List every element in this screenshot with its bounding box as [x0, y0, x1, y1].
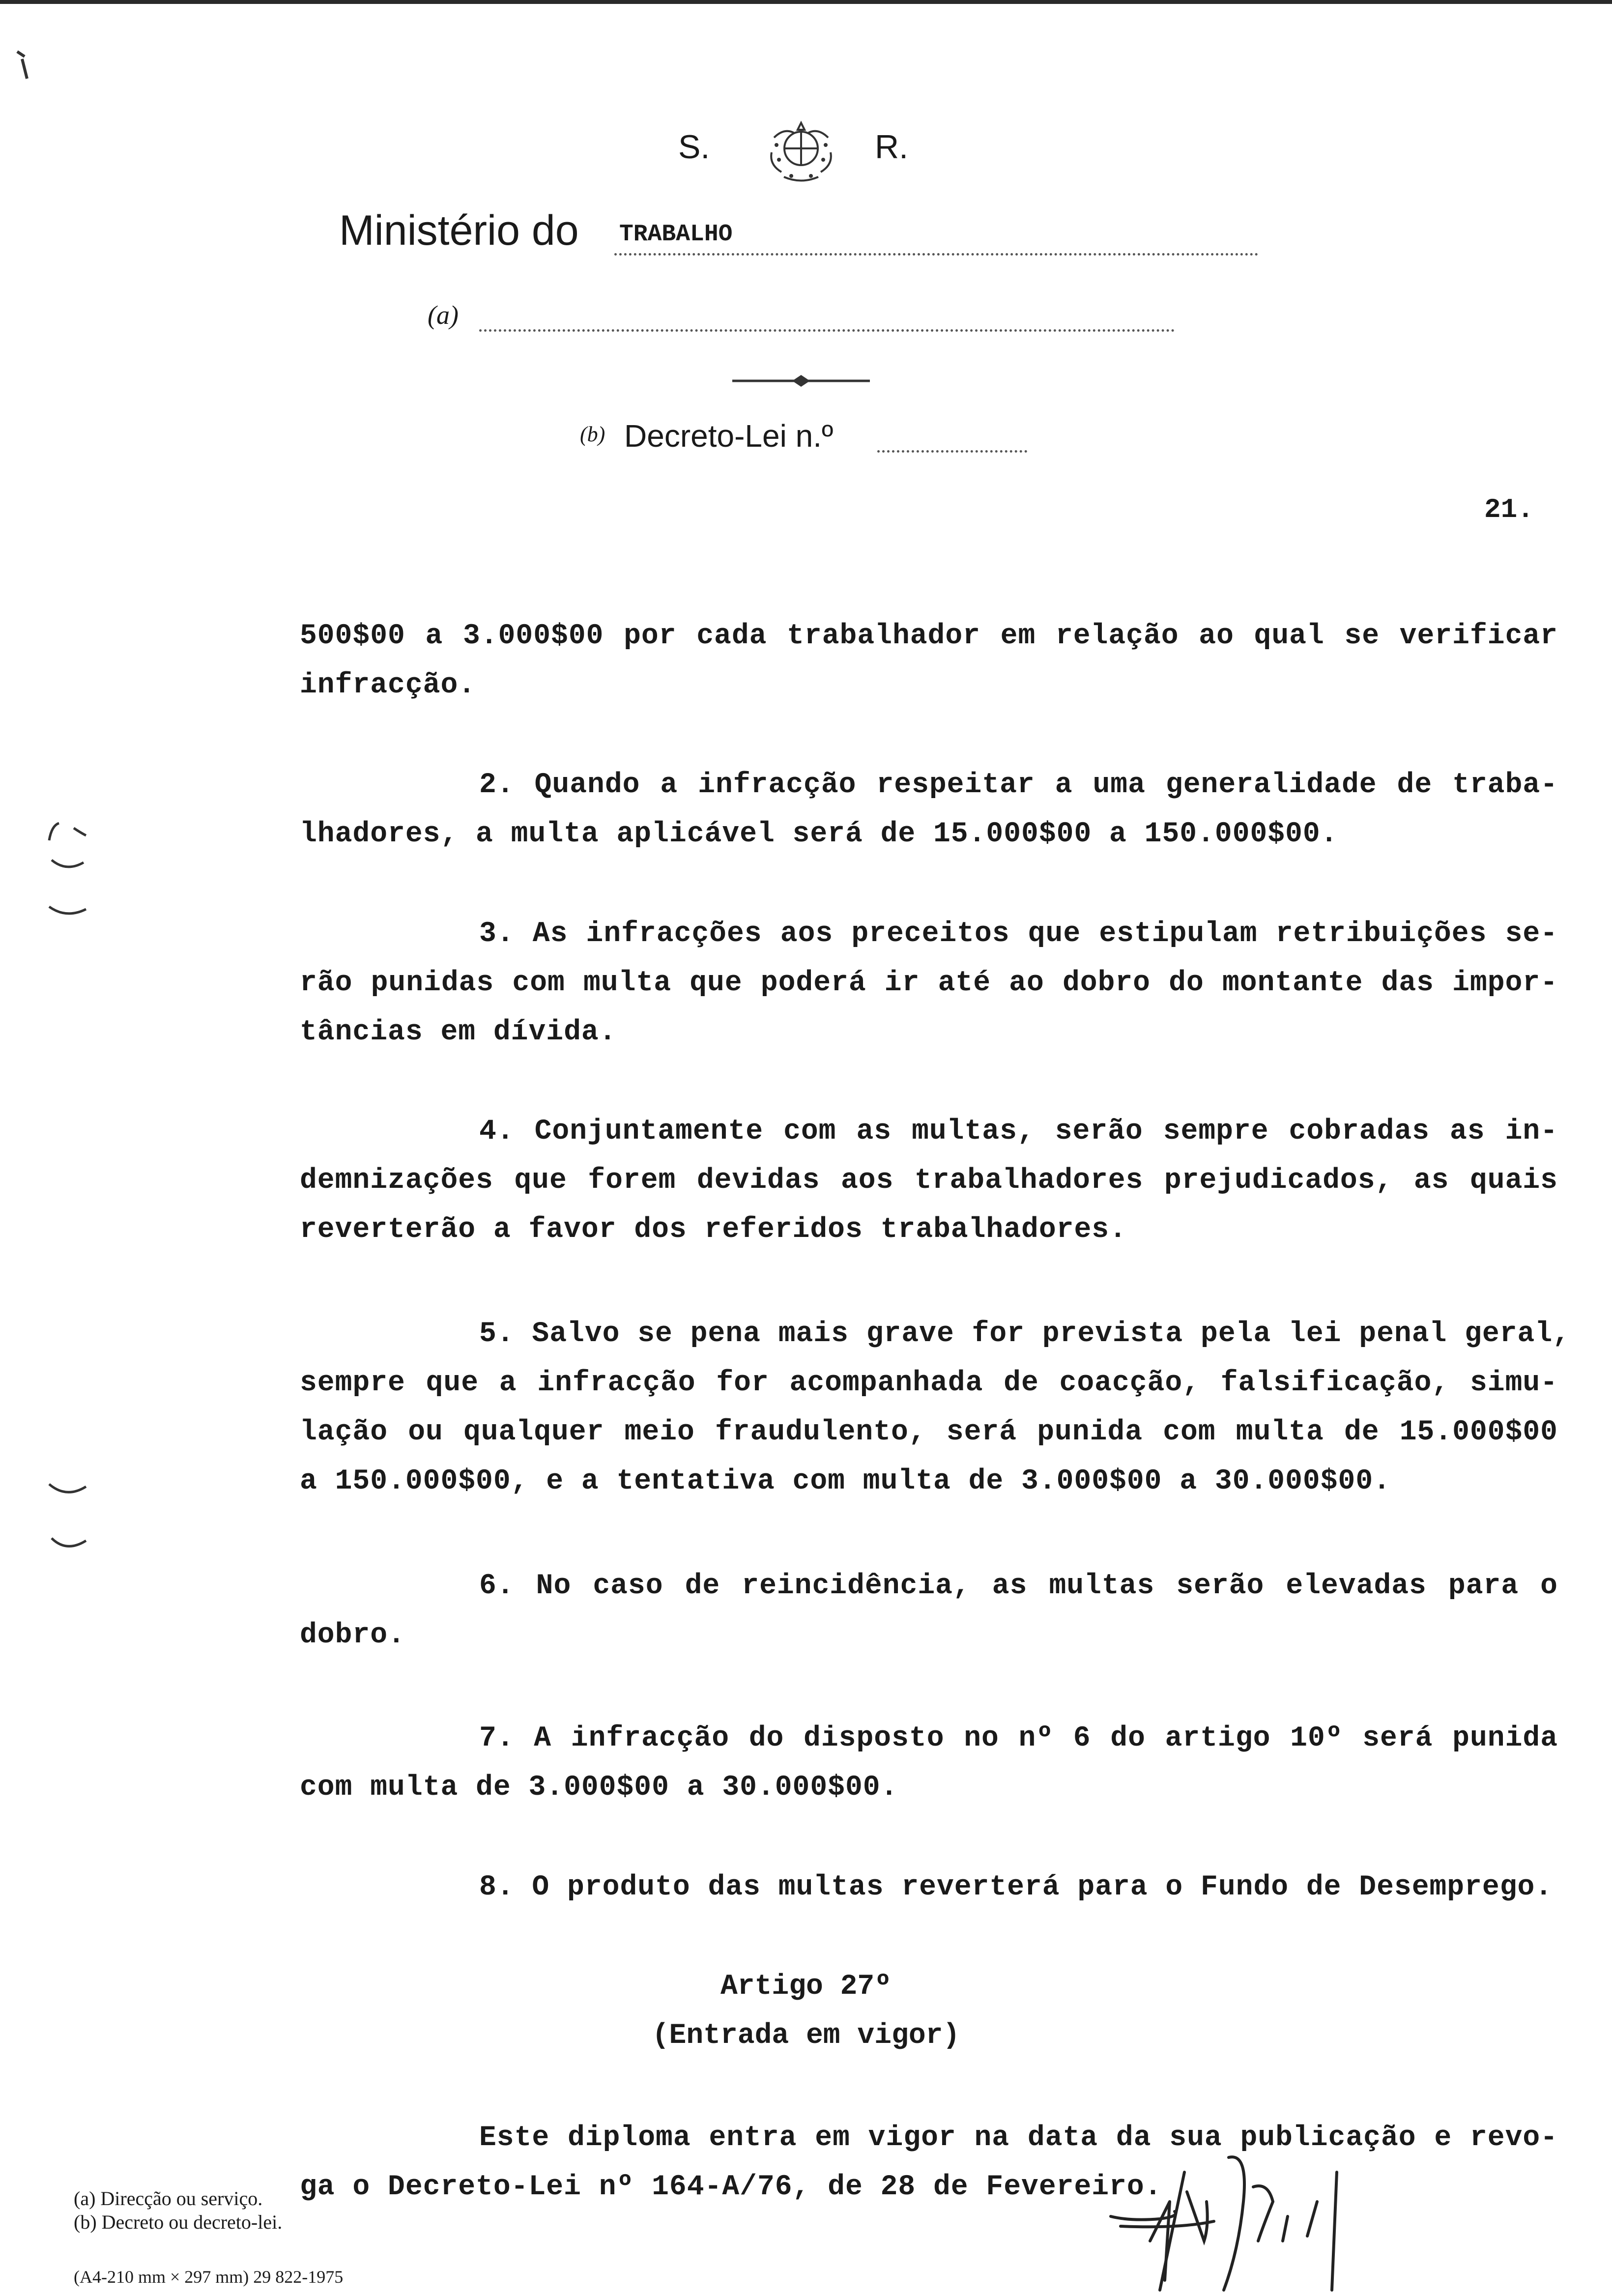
text-line: ga o Decreto-Lei nº 164-A/76, de 28 de Fevereiro.	[300, 2171, 1162, 2203]
letter-s: S.	[678, 128, 710, 166]
text-line: infracção.	[300, 669, 476, 701]
page-number: 21.	[1484, 494, 1534, 525]
label-a: (a)	[428, 300, 459, 330]
text-line: reverterão a favor dos referidos trabalhadores.	[300, 1214, 1127, 1246]
text-line: tâncias em dívida.	[300, 1016, 617, 1048]
footnote-a: (a) Direcção ou serviço.	[74, 2187, 263, 2210]
text-line: sempre que a infracção for acompanhada de coacção, falsificação, simu-	[300, 1367, 1558, 1399]
article-subtitle: (Entrada em vigor)	[652, 2020, 960, 2052]
top-border-line	[0, 0, 1612, 4]
margin-mark	[44, 816, 98, 929]
ministry-line	[339, 206, 1258, 260]
label-b: (b)	[580, 422, 605, 446]
text-line: 2. Quando a infracção respeitar a uma generalidade de traba-	[479, 769, 1558, 801]
text-line: 7. A infracção do disposto no nº 6 do artigo 10º será punida	[479, 1722, 1558, 1754]
footnote-b: (b) Decreto ou decreto-lei.	[74, 2211, 283, 2233]
text-line: 4. Conjuntamente com as multas, serão sempre cobradas as in-	[479, 1116, 1558, 1148]
text-line: lação ou qualquer meio fraudulento, será punida com multa de 15.000$00	[300, 1416, 1558, 1448]
text-line: Este diploma entra em vigor na data da sua publicação e revo-	[479, 2122, 1558, 2154]
footnotes	[74, 2187, 418, 2234]
corner-mark	[10, 44, 39, 93]
article-heading: Artigo 27º	[720, 1971, 892, 2003]
text-line: demnizações que forem devidas aos trabalhadores prejudicados, as quais	[300, 1165, 1558, 1197]
text-line: lhadores, a multa aplicável será de 15.000$00 a 150.000$00.	[300, 818, 1338, 850]
form-code: (A4-210 mm × 297 mm) 29 822-1975	[74, 2267, 344, 2287]
dotted-fill-line	[614, 253, 1258, 256]
letter-r: R.	[875, 128, 908, 166]
decree-label: Decreto-Lei n.º	[624, 418, 834, 454]
text-line: 5. Salvo se pena mais grave for prevista pela lei penal geral,	[479, 1318, 1570, 1350]
margin-mark	[44, 1469, 98, 1568]
dotted-fill-line	[479, 329, 1175, 332]
direction-line	[428, 300, 1175, 339]
text-line: 500$00 a 3.000$00 por cada trabalhador em relação ao qual se verificar	[300, 620, 1558, 652]
text-line: a 150.000$00, e a tentativa com multa de 3.000$00 a 30.000$00.	[300, 1465, 1391, 1497]
text-line: rão punidas com multa que poderá ir até ao dobro do montante das impor-	[300, 967, 1558, 999]
coat-of-arms-icon	[754, 118, 848, 187]
text-line: 8. O produto das multas reverterá para o Fundo de Desemprego.	[479, 1871, 1553, 1903]
handwritten-signature-icon	[1101, 2143, 1533, 2296]
dotted-fill-line	[877, 450, 1027, 453]
text-line: 6. No caso de reincidência, as multas serão elevadas para o	[479, 1570, 1558, 1602]
text-line: dobro.	[300, 1619, 405, 1651]
ministry-label: Ministério do	[339, 207, 579, 254]
ministry-value: TRABALHO	[619, 221, 733, 248]
text-line: com multa de 3.000$00 a 30.000$00.	[300, 1772, 898, 1804]
text-line: 3. As infracções aos preceitos que estipulam retribuições se-	[479, 918, 1558, 950]
divider-ornament	[727, 371, 875, 391]
decree-line	[580, 418, 1027, 457]
letterhead-sr	[678, 118, 934, 187]
